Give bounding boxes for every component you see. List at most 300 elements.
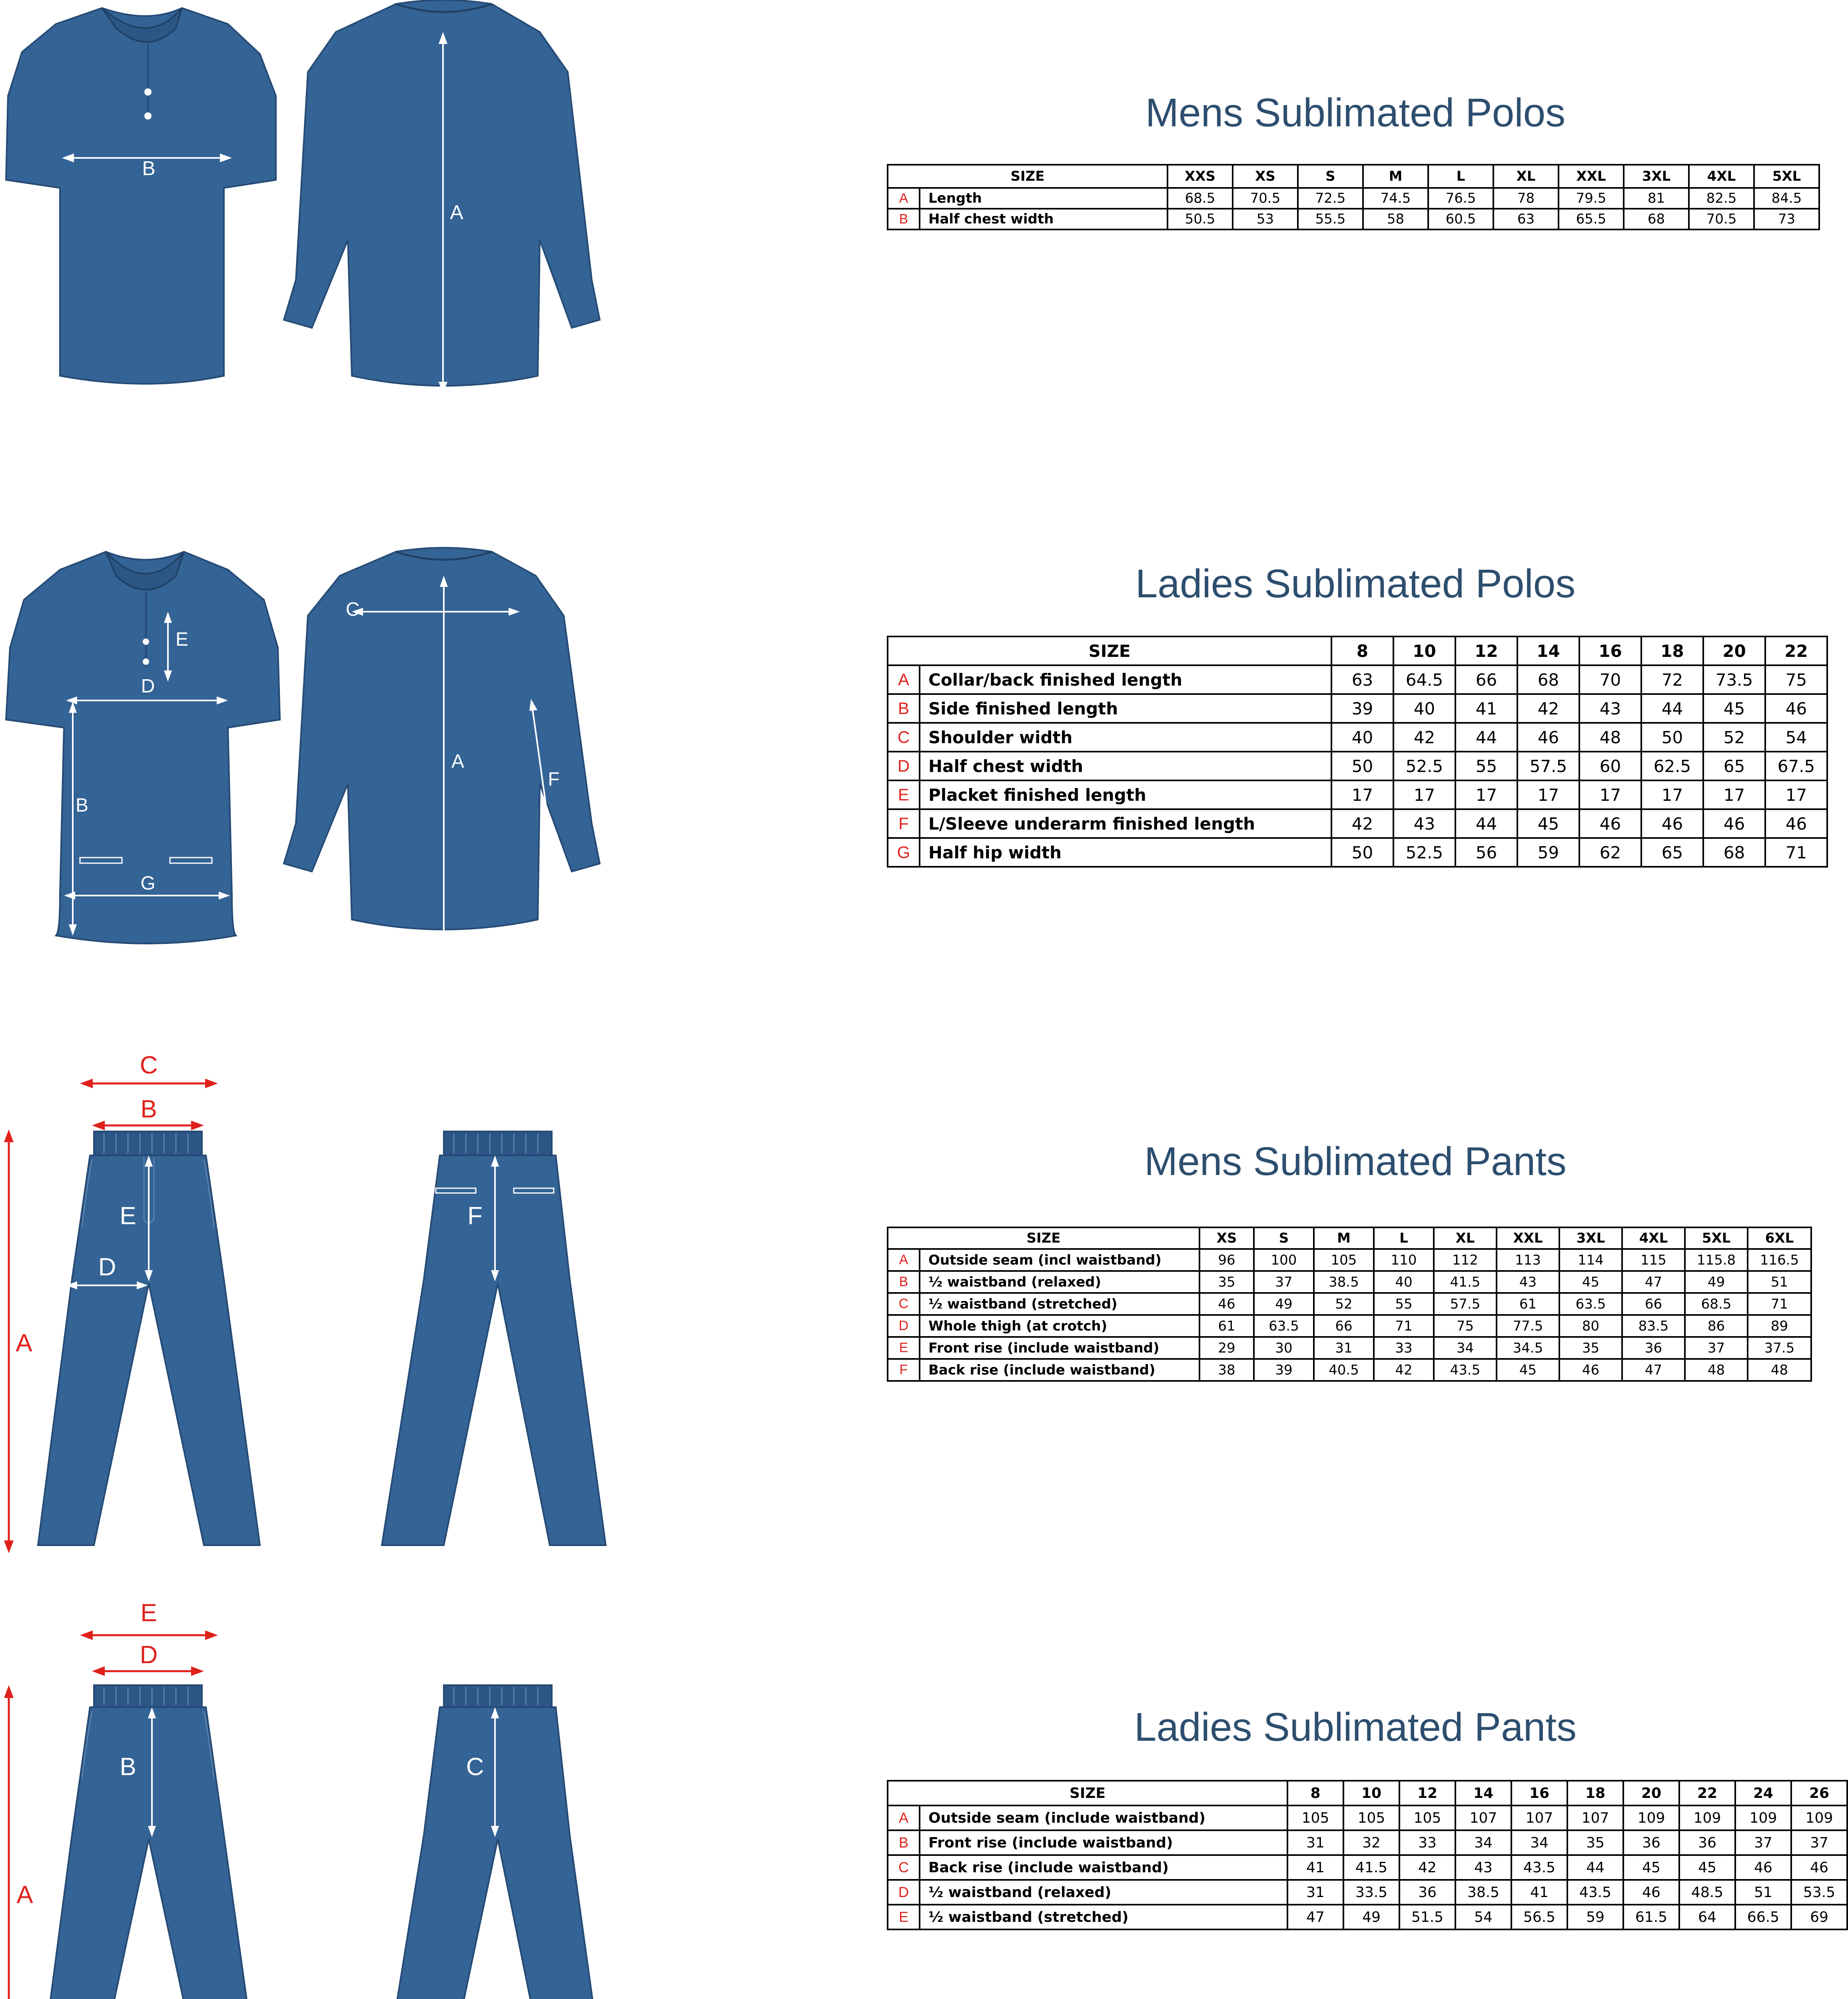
- measure-value: 79.5: [1559, 188, 1624, 209]
- measure-value: 59: [1517, 838, 1579, 867]
- label-a: A: [16, 1329, 32, 1357]
- measure-value: 73: [1754, 209, 1819, 229]
- measure-value: 109: [1791, 1805, 1847, 1830]
- size-column-header: S: [1254, 1227, 1314, 1249]
- size-column-header: 20: [1623, 1781, 1679, 1805]
- measure-value: 36: [1623, 1830, 1679, 1855]
- measure-value: 48: [1748, 1359, 1811, 1381]
- measure-value: 32: [1343, 1830, 1399, 1855]
- measure-value: 33.5: [1343, 1880, 1399, 1905]
- table-row: [888, 694, 1827, 723]
- measure-value: 17: [1641, 780, 1703, 809]
- size-column-header: 5XL: [1754, 165, 1819, 188]
- measure-value: 82.5: [1689, 188, 1754, 209]
- measure-value: 42: [1399, 1855, 1455, 1880]
- measure-value: 34: [1434, 1337, 1497, 1359]
- measure-value: 45: [1623, 1855, 1679, 1880]
- size-column-header: 4XL: [1622, 1227, 1685, 1249]
- measure-value: 53: [1233, 209, 1298, 229]
- measure-letter: A: [888, 1805, 920, 1830]
- measure-value: 72.5: [1298, 188, 1363, 209]
- measure-value: 73.5: [1703, 665, 1765, 694]
- measure-value: 107: [1511, 1805, 1567, 1830]
- measure-value: 50: [1641, 723, 1703, 752]
- measure-value: 49: [1343, 1905, 1399, 1929]
- measure-value: 48: [1685, 1359, 1748, 1381]
- measure-value: 66: [1622, 1293, 1685, 1315]
- measure-value: 75: [1434, 1315, 1497, 1337]
- label-d: D: [98, 1253, 116, 1281]
- measure-value: 100: [1254, 1249, 1314, 1271]
- measure-value: 38.5: [1455, 1880, 1511, 1905]
- measure-value: 43.5: [1567, 1880, 1623, 1905]
- label-c: C: [140, 1051, 158, 1079]
- measure-value: 40: [1374, 1271, 1434, 1293]
- size-column-header: 5XL: [1685, 1227, 1748, 1249]
- measure-value: 31: [1287, 1880, 1343, 1905]
- measure-label: Placket finished length: [920, 780, 1331, 809]
- measure-value: 45: [1517, 809, 1579, 838]
- measure-value: 62.5: [1641, 752, 1703, 780]
- measure-value: 53.5: [1791, 1880, 1847, 1905]
- size-column-header: M: [1363, 165, 1428, 188]
- measure-value: 65: [1641, 838, 1703, 867]
- measure-value: 115.8: [1685, 1249, 1748, 1271]
- size-column-header: S: [1298, 165, 1363, 188]
- measure-value: 46: [1765, 694, 1827, 723]
- label-c: C: [466, 1753, 484, 1781]
- measure-value: 46: [1517, 723, 1579, 752]
- measure-letter: B: [888, 694, 920, 723]
- measure-value: 56: [1455, 838, 1517, 867]
- size-column-header: 12: [1399, 1781, 1455, 1805]
- measure-value: 65: [1703, 752, 1765, 780]
- measure-value: 56.5: [1511, 1905, 1567, 1929]
- table-header-row: [888, 1227, 1811, 1249]
- measure-value: 70: [1579, 665, 1641, 694]
- measure-value: 49: [1254, 1293, 1314, 1315]
- size-column-header: XL: [1493, 165, 1559, 188]
- measure-value: 43: [1497, 1271, 1559, 1293]
- measure-value: 54: [1455, 1905, 1511, 1929]
- ladies-pants-title: Ladies Sublimated Pants: [1134, 1705, 1577, 1750]
- size-column-header: 22: [1679, 1781, 1735, 1805]
- table-row: [888, 1905, 1847, 1929]
- measure-value: 31: [1314, 1337, 1374, 1359]
- measure-letter: F: [888, 1359, 920, 1381]
- measure-value: 105: [1343, 1805, 1399, 1830]
- measure-value: 46: [1623, 1880, 1679, 1905]
- measure-value: 37.5: [1748, 1337, 1811, 1359]
- measure-value: 63: [1493, 209, 1559, 229]
- table-row: [888, 838, 1827, 867]
- measure-value: 52.5: [1393, 838, 1455, 867]
- measure-value: 45: [1679, 1855, 1735, 1880]
- measure-value: 46: [1791, 1855, 1847, 1880]
- measure-value: 50: [1331, 752, 1393, 780]
- measure-value: 71: [1765, 838, 1827, 867]
- measure-value: 49: [1685, 1271, 1748, 1293]
- measure-value: 42: [1393, 723, 1455, 752]
- ladies-pants-size-table: [887, 1780, 1848, 1930]
- measure-value: 46: [1703, 809, 1765, 838]
- measure-value: 66: [1314, 1315, 1374, 1337]
- measure-value: 39: [1254, 1359, 1314, 1381]
- measure-letter: A: [888, 665, 920, 694]
- measure-value: 17: [1517, 780, 1579, 809]
- measure-value: 52: [1314, 1293, 1374, 1315]
- measure-label: Side finished length: [920, 694, 1331, 723]
- measure-label: Shoulder width: [920, 723, 1331, 752]
- measure-value: 86: [1685, 1315, 1748, 1337]
- mens-pants-title: Mens Sublimated Pants: [1144, 1139, 1567, 1184]
- measure-value: 46: [1735, 1855, 1791, 1880]
- measure-label: Collar/back finished length: [920, 665, 1331, 694]
- table-row: [888, 1359, 1811, 1381]
- measure-label: Front rise (include waistband): [920, 1337, 1199, 1359]
- size-header: SIZE: [888, 165, 1167, 188]
- measure-value: 45: [1559, 1271, 1622, 1293]
- ladies-pants-illustration: [0, 1595, 620, 1999]
- measure-value: 45: [1703, 694, 1765, 723]
- mens-pants-size-table: [887, 1227, 1812, 1382]
- label-g: G: [140, 873, 156, 894]
- measure-value: 69: [1791, 1905, 1847, 1929]
- measure-label: Back rise (include waistband): [920, 1855, 1287, 1880]
- measure-value: 105: [1287, 1805, 1343, 1830]
- size-column-header: XXS: [1167, 165, 1233, 188]
- measure-value: 44: [1455, 723, 1517, 752]
- measure-value: 17: [1765, 780, 1827, 809]
- table-row: [888, 1315, 1811, 1337]
- label-b: B: [142, 157, 156, 180]
- measure-letter: B: [888, 1830, 920, 1855]
- measure-value: 63: [1331, 665, 1393, 694]
- label-a: A: [451, 751, 465, 772]
- measure-label: Outside seam (incl waistband): [920, 1249, 1199, 1271]
- measure-value: 37: [1685, 1337, 1748, 1359]
- measure-value: 67.5: [1765, 752, 1827, 780]
- measure-label: ½ waistband (relaxed): [920, 1880, 1287, 1905]
- measure-value: 36: [1679, 1830, 1735, 1855]
- measure-value: 52: [1703, 723, 1765, 752]
- label-a: A: [16, 1881, 33, 1909]
- measure-value: 17: [1455, 780, 1517, 809]
- measure-value: 57.5: [1517, 752, 1579, 780]
- measure-value: 63.5: [1559, 1293, 1622, 1315]
- table-row: [888, 723, 1827, 752]
- measure-value: 76.5: [1428, 188, 1493, 209]
- measure-value: 33: [1399, 1830, 1455, 1855]
- measure-letter: E: [888, 1905, 920, 1929]
- measure-value: 55: [1455, 752, 1517, 780]
- label-a: A: [450, 201, 463, 223]
- measure-value: 64.5: [1393, 665, 1455, 694]
- table-row: [888, 1830, 1847, 1855]
- measure-letter: D: [888, 752, 920, 780]
- measure-value: 62: [1579, 838, 1641, 867]
- measure-value: 17: [1703, 780, 1765, 809]
- measure-label: Back rise (include waistband): [920, 1359, 1199, 1381]
- measure-value: 51.5: [1399, 1905, 1455, 1929]
- label-b: B: [120, 1753, 136, 1781]
- measure-value: 71: [1374, 1315, 1434, 1337]
- measure-letter: D: [888, 1880, 920, 1905]
- measure-value: 65.5: [1559, 209, 1624, 229]
- measure-value: 42: [1331, 809, 1393, 838]
- size-header: SIZE: [888, 636, 1331, 665]
- measure-value: 39: [1331, 694, 1393, 723]
- measure-value: 41.5: [1434, 1271, 1497, 1293]
- size-column-header: 8: [1331, 636, 1393, 665]
- size-column-header: 16: [1579, 636, 1641, 665]
- measure-letter: F: [888, 809, 920, 838]
- table-row: [888, 1855, 1847, 1880]
- measure-value: 78: [1493, 188, 1559, 209]
- mens-polos-title: Mens Sublimated Polos: [1145, 90, 1566, 135]
- measure-value: 46: [1559, 1359, 1622, 1381]
- label-c: C: [345, 599, 360, 620]
- measure-value: 109: [1735, 1805, 1791, 1830]
- ladies-polo-illustration: [0, 536, 620, 956]
- measure-value: 64: [1679, 1905, 1735, 1929]
- ladies-polos-title: Ladies Sublimated Polos: [1135, 561, 1576, 606]
- measure-value: 51: [1735, 1880, 1791, 1905]
- measure-value: 47: [1287, 1905, 1343, 1929]
- measure-value: 59: [1567, 1905, 1623, 1929]
- measure-value: 81: [1624, 188, 1689, 209]
- measure-label: ½ waistband (relaxed): [920, 1271, 1199, 1293]
- table-row: [888, 752, 1827, 780]
- label-f: F: [467, 1202, 483, 1230]
- size-column-header: 14: [1455, 1781, 1511, 1805]
- measure-value: 50.5: [1167, 209, 1233, 229]
- size-column-header: 10: [1393, 636, 1455, 665]
- size-column-header: XS: [1233, 165, 1298, 188]
- size-column-header: 18: [1567, 1781, 1623, 1805]
- measure-value: 107: [1567, 1805, 1623, 1830]
- measure-value: 41.5: [1343, 1855, 1399, 1880]
- ladies-polos-size-table: [887, 636, 1828, 868]
- measure-letter: E: [888, 1337, 920, 1359]
- table-row: [888, 188, 1819, 209]
- size-column-header: 4XL: [1689, 165, 1754, 188]
- size-header: SIZE: [888, 1227, 1199, 1249]
- measure-value: 54: [1765, 723, 1827, 752]
- table-row: [888, 809, 1827, 838]
- size-column-header: XL: [1434, 1227, 1497, 1249]
- measure-value: 46: [1641, 809, 1703, 838]
- measure-letter: A: [888, 188, 920, 209]
- label-b: B: [140, 1095, 157, 1123]
- measure-value: 17: [1579, 780, 1641, 809]
- measure-value: 107: [1455, 1805, 1511, 1830]
- table-row: [888, 1805, 1847, 1830]
- measure-value: 35: [1199, 1271, 1254, 1293]
- label-e: E: [175, 629, 189, 650]
- table-header-row: [888, 1781, 1847, 1805]
- label-f: F: [548, 769, 560, 790]
- measure-value: 44: [1567, 1855, 1623, 1880]
- measure-letter: E: [888, 780, 920, 809]
- measure-value: 45: [1497, 1359, 1559, 1381]
- size-column-header: 18: [1641, 636, 1703, 665]
- measure-letter: C: [888, 723, 920, 752]
- measure-value: 55.5: [1298, 209, 1363, 229]
- label-b: B: [75, 795, 89, 816]
- measure-value: 110: [1374, 1249, 1434, 1271]
- measure-value: 30: [1254, 1337, 1314, 1359]
- measure-value: 17: [1393, 780, 1455, 809]
- measure-value: 33: [1374, 1337, 1434, 1359]
- measure-value: 41: [1287, 1855, 1343, 1880]
- measure-value: 52.5: [1393, 752, 1455, 780]
- table-row: [888, 665, 1827, 694]
- size-column-header: 10: [1343, 1781, 1399, 1805]
- measure-value: 63.5: [1254, 1315, 1314, 1337]
- measure-value: 68.5: [1685, 1293, 1748, 1315]
- measure-value: 46: [1765, 809, 1827, 838]
- measure-value: 42: [1517, 694, 1579, 723]
- measure-value: 74.5: [1363, 188, 1428, 209]
- measure-value: 80: [1559, 1315, 1622, 1337]
- measure-letter: B: [888, 209, 920, 229]
- size-column-header: XXL: [1497, 1227, 1559, 1249]
- measure-letter: B: [888, 1271, 920, 1293]
- measure-label: Half chest width: [920, 752, 1331, 780]
- size-column-header: 20: [1703, 636, 1765, 665]
- measure-value: 44: [1641, 694, 1703, 723]
- measure-value: 75: [1765, 665, 1827, 694]
- table-row: [888, 1249, 1811, 1271]
- size-column-header: L: [1374, 1227, 1434, 1249]
- measure-value: 112: [1434, 1249, 1497, 1271]
- measure-value: 46: [1579, 809, 1641, 838]
- measure-value: 31: [1287, 1830, 1343, 1855]
- measure-value: 37: [1735, 1830, 1791, 1855]
- measure-value: 37: [1254, 1271, 1314, 1293]
- mens-polos-size-table: [887, 164, 1820, 230]
- measure-value: 70.5: [1689, 209, 1754, 229]
- measure-value: 43: [1579, 694, 1641, 723]
- measure-value: 40: [1331, 723, 1393, 752]
- size-column-header: L: [1428, 165, 1493, 188]
- table-row: [888, 1337, 1811, 1359]
- measure-letter: A: [888, 1249, 920, 1271]
- measure-letter: C: [888, 1855, 920, 1880]
- measure-value: 46: [1199, 1293, 1254, 1315]
- measure-value: 70.5: [1233, 188, 1298, 209]
- measure-value: 60: [1579, 752, 1641, 780]
- measure-letter: G: [888, 838, 920, 867]
- size-column-header: 14: [1517, 636, 1579, 665]
- size-column-header: 6XL: [1748, 1227, 1811, 1249]
- table-row: [888, 1293, 1811, 1315]
- measure-value: 68: [1703, 838, 1765, 867]
- measure-value: 58: [1363, 209, 1428, 229]
- table-row: [888, 1880, 1847, 1905]
- measure-value: 37: [1791, 1830, 1847, 1855]
- table-row: [888, 1271, 1811, 1293]
- measure-label: Half chest width: [920, 209, 1167, 229]
- measure-value: 115: [1622, 1249, 1685, 1271]
- measure-letter: C: [888, 1293, 920, 1315]
- size-column-header: 3XL: [1559, 1227, 1622, 1249]
- measure-value: 60.5: [1428, 209, 1493, 229]
- measure-value: 114: [1559, 1249, 1622, 1271]
- label-e: E: [140, 1599, 157, 1627]
- size-column-header: 8: [1287, 1781, 1343, 1805]
- measure-value: 36: [1622, 1337, 1685, 1359]
- mens-polo-illustration: [0, 0, 620, 412]
- measure-value: 66.5: [1735, 1905, 1791, 1929]
- measure-label: L/Sleeve underarm finished length: [920, 809, 1331, 838]
- size-header: SIZE: [888, 1781, 1287, 1805]
- measure-label: Front rise (include waistband): [920, 1830, 1287, 1855]
- table-header-row: [888, 165, 1819, 188]
- measure-value: 89: [1748, 1315, 1811, 1337]
- measure-value: 84.5: [1754, 188, 1819, 209]
- measure-value: 105: [1399, 1805, 1455, 1830]
- measure-value: 50: [1331, 838, 1393, 867]
- measure-value: 34.5: [1497, 1337, 1559, 1359]
- measure-value: 38.5: [1314, 1271, 1374, 1293]
- measure-value: 109: [1679, 1805, 1735, 1830]
- size-column-header: 12: [1455, 636, 1517, 665]
- table-header-row: [888, 636, 1827, 665]
- measure-label: Length: [920, 188, 1167, 209]
- measure-value: 72: [1641, 665, 1703, 694]
- measure-value: 34: [1511, 1830, 1567, 1855]
- measure-value: 40.5: [1314, 1359, 1374, 1381]
- measure-value: 48.5: [1679, 1880, 1735, 1905]
- measure-value: 105: [1314, 1249, 1374, 1271]
- measure-value: 55: [1374, 1293, 1434, 1315]
- measure-value: 68.5: [1167, 188, 1233, 209]
- measure-value: 109: [1623, 1805, 1679, 1830]
- table-row: [888, 780, 1827, 809]
- measure-value: 47: [1622, 1359, 1685, 1381]
- measure-value: 48: [1579, 723, 1641, 752]
- measure-value: 61.5: [1623, 1905, 1679, 1929]
- measure-value: 68: [1517, 665, 1579, 694]
- measure-value: 38: [1199, 1359, 1254, 1381]
- measure-value: 61: [1497, 1293, 1559, 1315]
- measure-value: 40: [1393, 694, 1455, 723]
- size-column-header: XS: [1199, 1227, 1254, 1249]
- measure-value: 43.5: [1511, 1855, 1567, 1880]
- measure-letter: D: [888, 1315, 920, 1337]
- measure-label: Outside seam (include waistband): [920, 1805, 1287, 1830]
- measure-value: 116.5: [1748, 1249, 1811, 1271]
- size-column-header: 3XL: [1624, 165, 1689, 188]
- measure-value: 71: [1748, 1293, 1811, 1315]
- size-column-header: 22: [1765, 636, 1827, 665]
- measure-value: 68: [1624, 209, 1689, 229]
- label-d: D: [140, 1641, 158, 1669]
- measure-value: 113: [1497, 1249, 1559, 1271]
- measure-value: 83.5: [1622, 1315, 1685, 1337]
- size-column-header: M: [1314, 1227, 1374, 1249]
- measure-label: Half hip width: [920, 838, 1331, 867]
- size-column-header: 24: [1735, 1781, 1791, 1805]
- mens-pants-illustration: [0, 1039, 620, 1559]
- measure-value: 51: [1748, 1271, 1811, 1293]
- size-column-header: XXL: [1559, 165, 1624, 188]
- measure-value: 29: [1199, 1337, 1254, 1359]
- table-row: [888, 209, 1819, 229]
- label-e: E: [120, 1202, 136, 1230]
